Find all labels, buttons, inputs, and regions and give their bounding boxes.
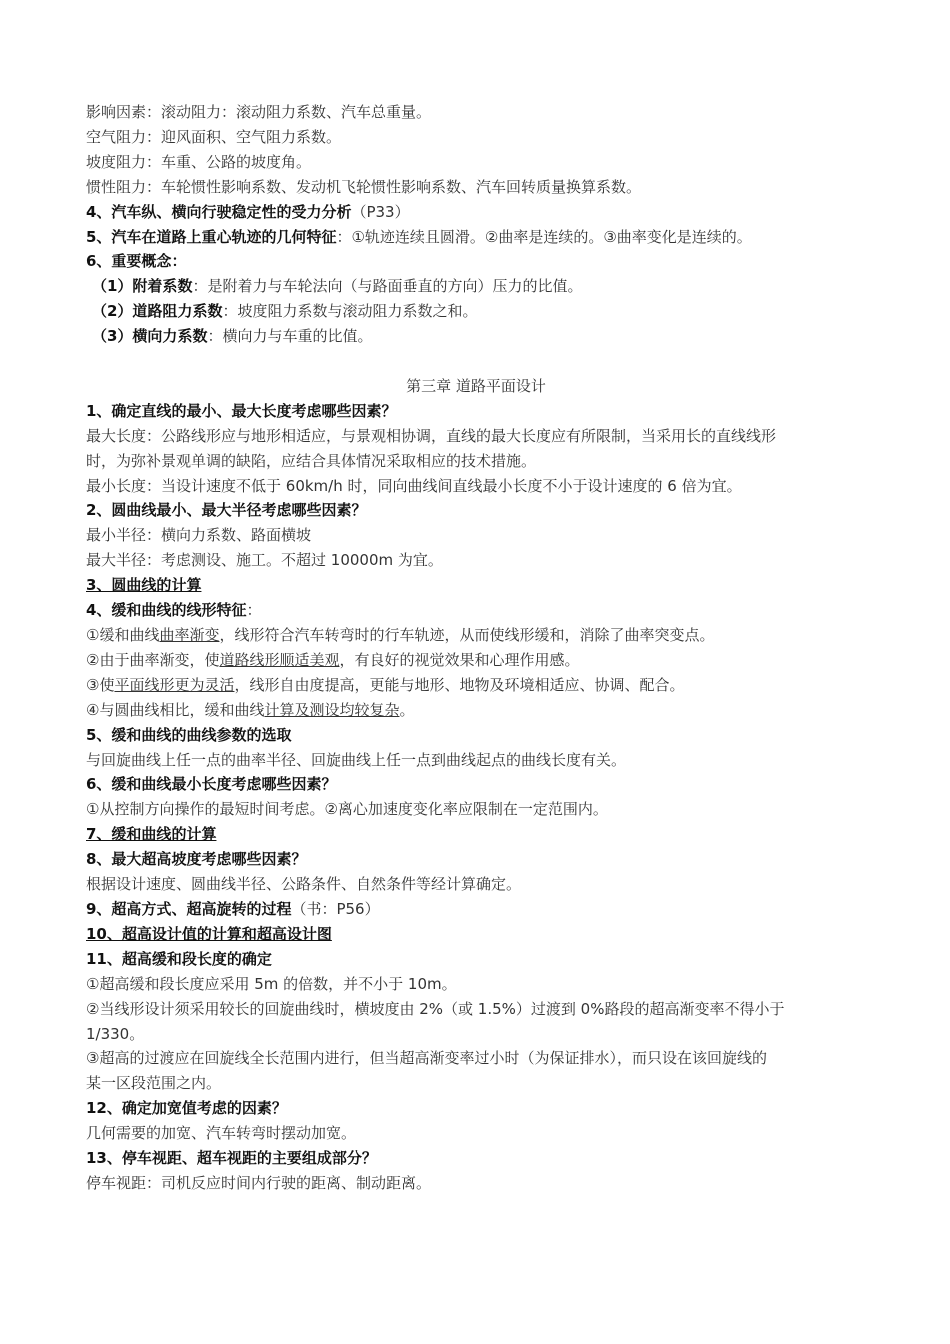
concept-term: （3）横向力系数 xyxy=(92,327,208,346)
runoff-item-3-line-2: 某一区段范围之内。 xyxy=(86,1074,222,1093)
chapter-title: 第三章 道路平面设计 xyxy=(406,376,546,395)
heading-ch3-q12: 12、确定加宽值考虑的因素？ xyxy=(86,1099,287,1118)
feature-emphasis: 平面线形更为灵活 xyxy=(114,675,235,694)
influence-label: 影响因素： xyxy=(86,103,162,121)
max-length-line-2: 时，为弥补景观单调的缺陷，应结合具体情况采取相应的技术措施。 xyxy=(86,451,537,470)
feature-item-2 xyxy=(86,648,866,673)
heading-q6-concepts: 6、重要概念： xyxy=(86,252,187,271)
feature-text: ，有良好的视觉效果和心理作用感。 xyxy=(339,650,580,669)
concept-term: （2）道路阻力系数 xyxy=(92,302,223,321)
concept-definition: ：是附着力与车轮法向（与路面垂直的方向）压力的比值。 xyxy=(192,277,583,296)
concept-definition: ：坡度阻力系数与滚动阻力系数之和。 xyxy=(222,302,478,321)
heading-ch3-q5: 5、缓和曲线的曲线参数的选取 xyxy=(86,725,292,744)
heading-ch3-q11: 11、超高缓和段长度的确定 xyxy=(86,949,272,968)
stopping-sight-distance-text: 停车视距：司机反应时间内行驶的距离、制动距离。 xyxy=(86,1173,432,1192)
feature-text: ③使 xyxy=(86,675,115,694)
heading-ch3-q4-title: 4、缓和曲线的线形特征 xyxy=(86,601,247,620)
concept-lateral-force xyxy=(86,324,866,349)
air-resistance-line: 空气阻力：迎风面积、空气阻力系数。 xyxy=(86,127,342,146)
feature-text: ①缓和曲线 xyxy=(86,626,160,645)
heading-ch3-q13: 13、停车视距、超车视距的主要组成部分？ xyxy=(86,1149,377,1168)
inertia-resistance-line: 惯性阻力：车轮惯性影响系数、发动机飞轮惯性影响系数、汽车回转质量换算系数。 xyxy=(86,177,642,196)
heading-q4-title: 4、汽车纵、横向行驶稳定性的受力分析 xyxy=(86,202,352,221)
concept-adhesion xyxy=(86,274,866,299)
max-length-line-1: 最大长度：公路线形应与地形相适应，与景观相协调，直线的最大长度应有所限制，当采用长的直线线形 xyxy=(86,426,777,445)
runoff-item-2-line-1: ②当线形设计须采用较长的回旋曲线时，横坡度由 2%（或 1.5%）过渡到 0%路段的超高渐变率不得小于 xyxy=(86,999,785,1018)
grade-resistance-line: 坡度阻力：车重、公路的坡度角。 xyxy=(86,152,312,171)
runoff-item-3-line-1: ③超高的过渡应在回旋线全长范围内进行，但当超高渐变率过小时（为保证排水），而只设在该回旋线的 xyxy=(86,1049,767,1068)
heading-q5-trajectory xyxy=(86,225,866,250)
feature-emphasis: 曲率渐变 xyxy=(159,626,220,645)
feature-text: ，线形自由度提高，更能与地形、地物及环境相适应、协调、配合。 xyxy=(234,675,685,694)
feature-text: ④与圆曲线相比，缓和曲线 xyxy=(86,700,265,719)
heading-ch3-q3: 3、圆曲线的计算 xyxy=(86,576,202,595)
heading-q5-title: 5、汽车在道路上重心轨迹的几何特征 xyxy=(86,227,337,246)
feature-item-1 xyxy=(86,623,866,648)
runoff-item-2-line-2: 1/330。 xyxy=(86,1024,145,1043)
rolling-resistance-text: 滚动阻力：滚动阻力系数、汽车总重量。 xyxy=(161,103,432,121)
concept-road-resistance xyxy=(86,299,866,324)
min-length-line: 最小长度：当设计速度不低于 60km/h 时，同向曲线间直线最小长度不小于设计速度的 6 倍为宜。 xyxy=(86,476,742,495)
concept-term: （1）附着系数 xyxy=(92,277,193,296)
heading-ch3-q2: 2、圆曲线最小、最大半径考虑哪些因素？ xyxy=(86,501,367,520)
heading-ch3-q6: 6、缓和曲线最小长度考虑哪些因素？ xyxy=(86,775,337,794)
heading-ch3-q9 xyxy=(86,897,866,922)
feature-text: ②由于曲率渐变，使 xyxy=(86,650,220,669)
heading-ch3-q10: 10、超高设计值的计算和超高设计图 xyxy=(86,924,332,943)
runoff-item-1: ①超高缓和段长度应采用 5m 的倍数，并不小于 10m。 xyxy=(86,974,457,993)
max-radius-line: 最大半径：考虑测设、施工。不超过 10000m 为宜。 xyxy=(86,551,443,570)
heading-q4-stability xyxy=(86,200,866,225)
max-superelevation-text: 根据设计速度、圆曲线半径、公路条件、自然条件等经计算确定。 xyxy=(86,875,522,894)
feature-item-4 xyxy=(86,698,866,723)
section-gap xyxy=(86,349,866,374)
feature-text: 。 xyxy=(399,700,415,719)
heading-ch3-q7: 7、缓和曲线的计算 xyxy=(86,825,217,844)
feature-text: ，线形符合汽车转弯时的行车轨迹，从而使线形缓和，消除了曲率突变点。 xyxy=(219,626,715,645)
concept-definition: ：横向力与车重的比值。 xyxy=(207,327,373,346)
feature-emphasis: 道路线形顺适美观 xyxy=(219,650,340,669)
influence-factors-rolling xyxy=(86,100,866,125)
heading-ch3-q9-title: 9、超高方式、超高旋转的过程 xyxy=(86,899,292,918)
heading-colon: ： xyxy=(246,601,262,620)
min-radius-line: 最小半径：横向力系数、路面横坡 xyxy=(86,526,312,545)
heading-ch3-q4 xyxy=(86,598,866,623)
feature-emphasis: 计算及测设均较复杂 xyxy=(264,700,400,719)
heading-ch3-q1: 1、确定直线的最小、最大长度考虑哪些因素？ xyxy=(86,401,397,420)
curve-parameter-text: 与回旋曲线上任一点的曲率半径、回旋曲线上任一点到曲线起点的曲线长度有关。 xyxy=(86,750,627,769)
document-body xyxy=(86,100,866,1196)
trajectory-features-text: ：①轨迹连续且圆滑。②曲率是连续的。③曲率变化是连续的。 xyxy=(336,227,752,246)
feature-item-3 xyxy=(86,673,866,698)
heading-ch3-q8: 8、最大超高坡度考虑哪些因素？ xyxy=(86,850,307,869)
page-reference: （书：P56） xyxy=(291,899,380,918)
widening-factors-text: 几何需要的加宽、汽车转弯时摆动加宽。 xyxy=(86,1124,357,1143)
page-reference: （P33） xyxy=(351,202,410,221)
min-transition-length-text: ①从控制方向操作的最短时间考虑。②离心加速度变化率应限制在一定范围内。 xyxy=(86,800,608,819)
